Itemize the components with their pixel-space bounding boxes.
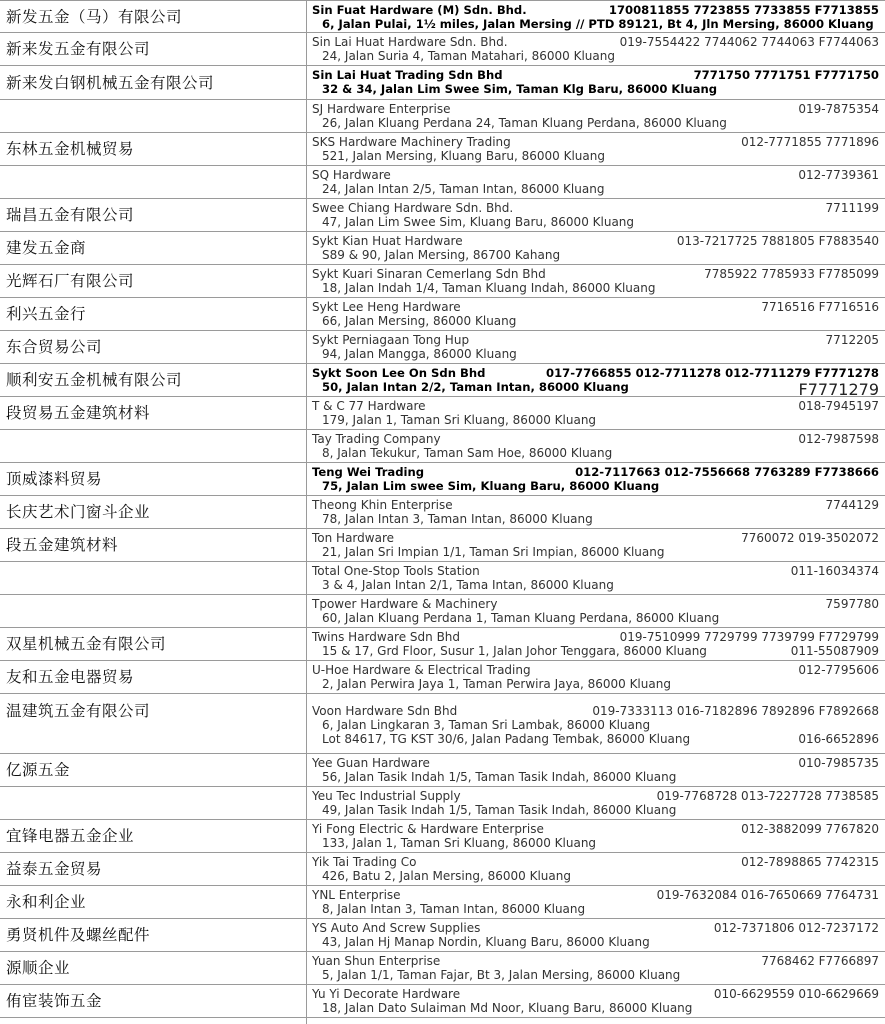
chinese-name: 永和利企业 — [6, 893, 87, 911]
list-item — [0, 331, 885, 364]
phone-numbers: 019-7554422 7744062 7744063 F7744063 — [619, 35, 879, 49]
address: 94, Jalan Mangga, 86000 Kluang — [322, 347, 517, 361]
company-name: Ton Hardware — [312, 531, 394, 545]
company-name: Twins Hardware Sdn Bhd — [312, 630, 461, 644]
phone-numbers: 7760072 019-3502072 — [741, 531, 879, 545]
phone-numbers: 019-7768728 013-7227728 7738585 — [656, 789, 879, 803]
company-info — [312, 68, 879, 96]
phone-numbers: 013-7217725 7881805 F7883540 — [676, 234, 879, 248]
company-name: Tay Trading Company — [312, 432, 441, 446]
address: 8, Jalan Tekukur, Taman Sam Hoe, 86000 Kluang — [322, 446, 613, 460]
list-item — [0, 562, 885, 595]
company-info — [312, 300, 879, 328]
company-info — [312, 630, 879, 658]
list-item — [0, 66, 885, 100]
company-name: Voon Hardware Sdn Bhd — [312, 704, 458, 718]
company-info — [312, 366, 879, 399]
phone-numbers: 019-7632084 016-7650669 7764731 — [656, 888, 879, 902]
address: 49, Jalan Tasik Indah 1/5, Taman Tasik Indah, 86000 Kluang — [322, 803, 677, 817]
address: 47, Jalan Lim Swee Sim, Kluang Baru, 86000 Kluang — [322, 215, 635, 229]
company-name: YNL Enterprise — [312, 888, 401, 902]
company-info — [312, 168, 879, 196]
list-item — [0, 919, 885, 952]
company-info — [312, 663, 879, 691]
chinese-name: 勇贤机件及螺丝配件 — [6, 926, 151, 944]
chinese-name: 长庆艺术门窗斗企业 — [6, 503, 151, 521]
company-name: Yu Yi Decorate Hardware — [312, 987, 461, 1001]
phone-numbers: 7712205 — [825, 333, 879, 347]
chinese-name: 段五金建筑材料 — [6, 536, 119, 554]
chinese-name: 侑宦装饰五金 — [6, 992, 103, 1010]
company-name: SKS Hardware Machinery Trading — [312, 135, 511, 149]
company-name: Yeu Tec Industrial Supply — [312, 789, 461, 803]
phone-numbers: 7711199 — [825, 201, 879, 215]
chinese-name: 友和五金电器贸易 — [6, 668, 135, 686]
extra-phone: 016-6652896 — [798, 732, 879, 746]
company-name: Sykt Kian Huat Hardware — [312, 234, 463, 248]
address: 78, Jalan Intan 3, Taman Intan, 86000 Kluang — [322, 512, 593, 526]
chinese-name: 新发五金（马）有限公司 — [6, 8, 183, 26]
phone-numbers: 010-7985735 — [798, 756, 879, 770]
chinese-name: 新来发白钢机械五金有限公司 — [6, 74, 215, 92]
chinese-name: 顶威漆料贸易 — [6, 470, 103, 488]
chinese-name: 宜锋电器五金企业 — [6, 827, 135, 845]
company-name: Yee Guan Hardware — [312, 756, 430, 770]
company-info — [312, 234, 879, 262]
address: 32 & 34, Jalan Lim Swee Sim, Taman Klg Baru, 86000 Kluang — [322, 82, 718, 96]
company-info — [312, 921, 879, 949]
address: 26, Jalan Kluang Perdana 24, Taman Kluang Perdana, 86000 Kluang — [322, 116, 727, 130]
phone-numbers: 012-7117663 012-7556668 7763289 F7738666 — [575, 465, 879, 479]
list-item — [0, 430, 885, 463]
address: 56, Jalan Tasik Indah 1/5, Taman Tasik Indah, 86000 Kluang — [322, 770, 677, 784]
company-name: Sin Fuat Hardware (M) Sdn. Bhd. — [312, 3, 527, 17]
company-info — [312, 201, 879, 229]
list-item — [0, 298, 885, 331]
company-info — [312, 756, 879, 784]
phone-numbers: 019-7333113 016-7182896 7892896 F7892668 — [592, 704, 879, 718]
list-item — [0, 529, 885, 562]
list-item — [0, 496, 885, 529]
company-info — [312, 465, 879, 493]
address: 18, Jalan Indah 1/4, Taman Kluang Indah, 86000 Kluang — [322, 281, 656, 295]
list-item — [0, 952, 885, 985]
address: 75, Jalan Lim swee Sim, Kluang Baru, 86000 Kluang — [322, 479, 660, 493]
phone-numbers: 019-7875354 — [798, 102, 879, 116]
company-info — [312, 822, 879, 850]
company-info — [312, 333, 879, 361]
company-info — [312, 3, 879, 31]
chinese-name: 顺利安五金机械有限公司 — [6, 371, 183, 389]
phone-numbers: 010-6629559 010-6629669 — [713, 987, 879, 1001]
company-name: Teng Wei Trading — [312, 465, 425, 479]
phone-numbers: 012-7987598 — [798, 432, 879, 446]
address: S89 & 90, Jalan Mersing, 86700 Kahang — [322, 248, 561, 262]
company-name: Sin Lai Huat Hardware Sdn. Bhd. — [312, 35, 508, 49]
list-item — [0, 853, 885, 886]
chinese-name: 双星机械五金有限公司 — [6, 635, 167, 653]
company-info — [312, 399, 879, 427]
phone-numbers: 011-16034374 — [790, 564, 879, 578]
chinese-name: 段贸易五金建筑材料 — [6, 404, 151, 422]
company-info — [312, 267, 879, 295]
address: 2, Jalan Perwira Jaya 1, Taman Perwira Jaya, 86000 Kluang — [322, 677, 671, 691]
phone-numbers: 7744129 — [825, 498, 879, 512]
company-name: Yuan Shun Enterprise — [312, 954, 441, 968]
company-info — [312, 789, 879, 817]
company-info — [312, 855, 879, 883]
company-name: Theong Khin Enterprise — [312, 498, 453, 512]
address: 521, Jalan Mersing, Kluang Baru, 86000 Kluang — [322, 149, 605, 163]
phone-numbers: 012-7739361 — [798, 168, 879, 182]
chinese-name: 东合贸易公司 — [6, 338, 103, 356]
company-name: Yik Tai Trading Co — [312, 855, 417, 869]
list-item — [0, 595, 885, 628]
phone-numbers: 012-3882099 7767820 — [741, 822, 879, 836]
extra-phone: F7771279 — [798, 380, 879, 399]
address: 426, Batu 2, Jalan Mersing, 86000 Kluang — [322, 869, 571, 883]
chinese-name: 东林五金机械贸易 — [6, 140, 135, 158]
company-info — [312, 531, 879, 559]
list-item — [0, 33, 885, 66]
phone-numbers: 012-7898865 7742315 — [741, 855, 879, 869]
company-info — [312, 954, 879, 982]
list-item — [0, 199, 885, 232]
company-info — [312, 888, 879, 916]
chinese-name: 益泰五金贸易 — [6, 860, 103, 878]
company-name: Yi Fong Electric & Hardware Enterprise — [312, 822, 544, 836]
company-info — [312, 135, 879, 163]
phone-numbers: 1700811855 7723855 7733855 F7713855 — [608, 3, 879, 17]
list-item — [0, 985, 885, 1018]
company-info — [312, 498, 879, 526]
company-name: Sykt Soon Lee On Sdn Bhd — [312, 366, 486, 380]
list-item — [0, 100, 885, 133]
phone-numbers: 019-7510999 7729799 7739799 F7729799 — [619, 630, 879, 644]
phone-numbers: 017-7766855 012-7711278 012-7711279 F7771278 — [546, 366, 879, 380]
address: 5, Jalan 1/1, Taman Fajar, Bt 3, Jalan Mersing, 86000 Kluang — [322, 968, 681, 982]
company-name: Total One-Stop Tools Station — [312, 564, 480, 578]
phone-numbers: 012-7371806 012-7237172 — [713, 921, 879, 935]
company-info — [312, 597, 879, 625]
chinese-name: 利兴五金行 — [6, 305, 87, 323]
list-item — [0, 463, 885, 496]
list-item — [0, 232, 885, 265]
company-name: Sykt Kuari Sinaran Cemerlang Sdn Bhd — [312, 267, 546, 281]
chinese-name: 光辉石厂有限公司 — [6, 272, 135, 290]
company-info — [312, 35, 879, 63]
list-item — [0, 166, 885, 199]
company-name: Sykt Lee Heng Hardware — [312, 300, 461, 314]
company-info — [312, 564, 879, 592]
list-item — [0, 133, 885, 166]
phone-numbers: 012-7795606 — [798, 663, 879, 677]
list-item — [0, 397, 885, 430]
chinese-name: 瑞昌五金有限公司 — [6, 206, 135, 224]
list-item — [0, 628, 885, 661]
chinese-name: 源顺企业 — [6, 959, 71, 977]
address: 18, Jalan Dato Sulaiman Md Noor, Kluang Baru, 86000 Kluang — [322, 1001, 693, 1015]
company-name: YS Auto And Screw Supplies — [312, 921, 481, 935]
company-info — [312, 432, 879, 460]
phone-numbers: 7716516 F7716516 — [761, 300, 879, 314]
address: 133, Jalan 1, Taman Sri Kluang, 86000 Kluang — [322, 836, 597, 850]
phone-numbers: 7768462 F7766897 — [761, 954, 879, 968]
company-name: Sykt Perniagaan Tong Hup — [312, 333, 470, 347]
address: 3 & 4, Jalan Intan 2/1, Tama Intan, 86000 Kluang — [322, 578, 614, 592]
company-info — [312, 704, 879, 746]
chinese-name: 新来发五金有限公司 — [6, 40, 151, 58]
address: 24, Jalan Intan 2/5, Taman Intan, 86000 Kluang — [322, 182, 605, 196]
address: 15 & 17, Grd Floor, Susur 1, Jalan Johor Tenggara, 86000 Kluang — [322, 644, 707, 658]
company-name: SQ Hardware — [312, 168, 391, 182]
list-item — [0, 886, 885, 919]
phone-numbers: 012-7771855 7771896 — [741, 135, 879, 149]
company-name: SJ Hardware Enterprise — [312, 102, 451, 116]
list-item — [0, 364, 885, 397]
company-info — [312, 987, 879, 1015]
list-item — [0, 820, 885, 853]
chinese-name: 建发五金商 — [6, 239, 87, 257]
phone-numbers: 7597780 — [825, 597, 879, 611]
list-item — [0, 661, 885, 694]
address: 43, Jalan Hj Manap Nordin, Kluang Baru, 86000 Kluang — [322, 935, 650, 949]
chinese-name: 亿源五金 — [6, 761, 71, 779]
list-item — [0, 694, 885, 754]
list-item — [0, 754, 885, 787]
company-name: T & C 77 Hardware — [312, 399, 426, 413]
extra-phone: 011-55087909 — [790, 644, 879, 658]
address: 8, Jalan Intan 3, Taman Intan, 86000 Kluang — [322, 902, 586, 916]
address: 24, Jalan Suria 4, Taman Matahari, 86000 Kluang — [322, 49, 615, 63]
company-name: U-Hoe Hardware & Electrical Trading — [312, 663, 531, 677]
address-secondary: Lot 84617, TG KST 30/6, Jalan Padang Tembak, 86000 Kluang — [322, 732, 691, 746]
phone-numbers: 018-7945197 — [798, 399, 879, 413]
address: 50, Jalan Intan 2/2, Taman Intan, 86000 Kluang — [322, 380, 629, 394]
phone-numbers: 7771750 7771751 F7771750 — [693, 68, 879, 82]
list-item — [0, 787, 885, 820]
company-name: Swee Chiang Hardware Sdn. Bhd. — [312, 201, 514, 215]
chinese-name: 温建筑五金有限公司 — [6, 702, 151, 720]
address: 179, Jalan 1, Taman Sri Kluang, 86000 Kluang — [322, 413, 597, 427]
address: 6, Jalan Lingkaran 3, Taman Sri Lambak, 86000 Kluang — [322, 718, 651, 732]
address: 66, Jalan Mersing, 86000 Kluang — [322, 314, 517, 328]
company-name: Tpower Hardware & Machinery — [312, 597, 498, 611]
address: 6, Jalan Pulai, 1½ miles, Jalan Mersing // PTD 89121, Bt 4, Jln Mersing, 86000 Kluang — [322, 17, 874, 31]
address: 60, Jalan Kluang Perdana 1, Taman Kluang Perdana, 86000 Kluang — [322, 611, 720, 625]
phone-numbers: 7785922 7785933 F7785099 — [704, 267, 879, 281]
address: 21, Jalan Sri Impian 1/1, Taman Sri Impian, 86000 Kluang — [322, 545, 665, 559]
list-item — [0, 0, 885, 33]
company-info — [312, 102, 879, 130]
list-item — [0, 265, 885, 298]
company-name: Sin Lai Huat Trading Sdn Bhd — [312, 68, 503, 82]
